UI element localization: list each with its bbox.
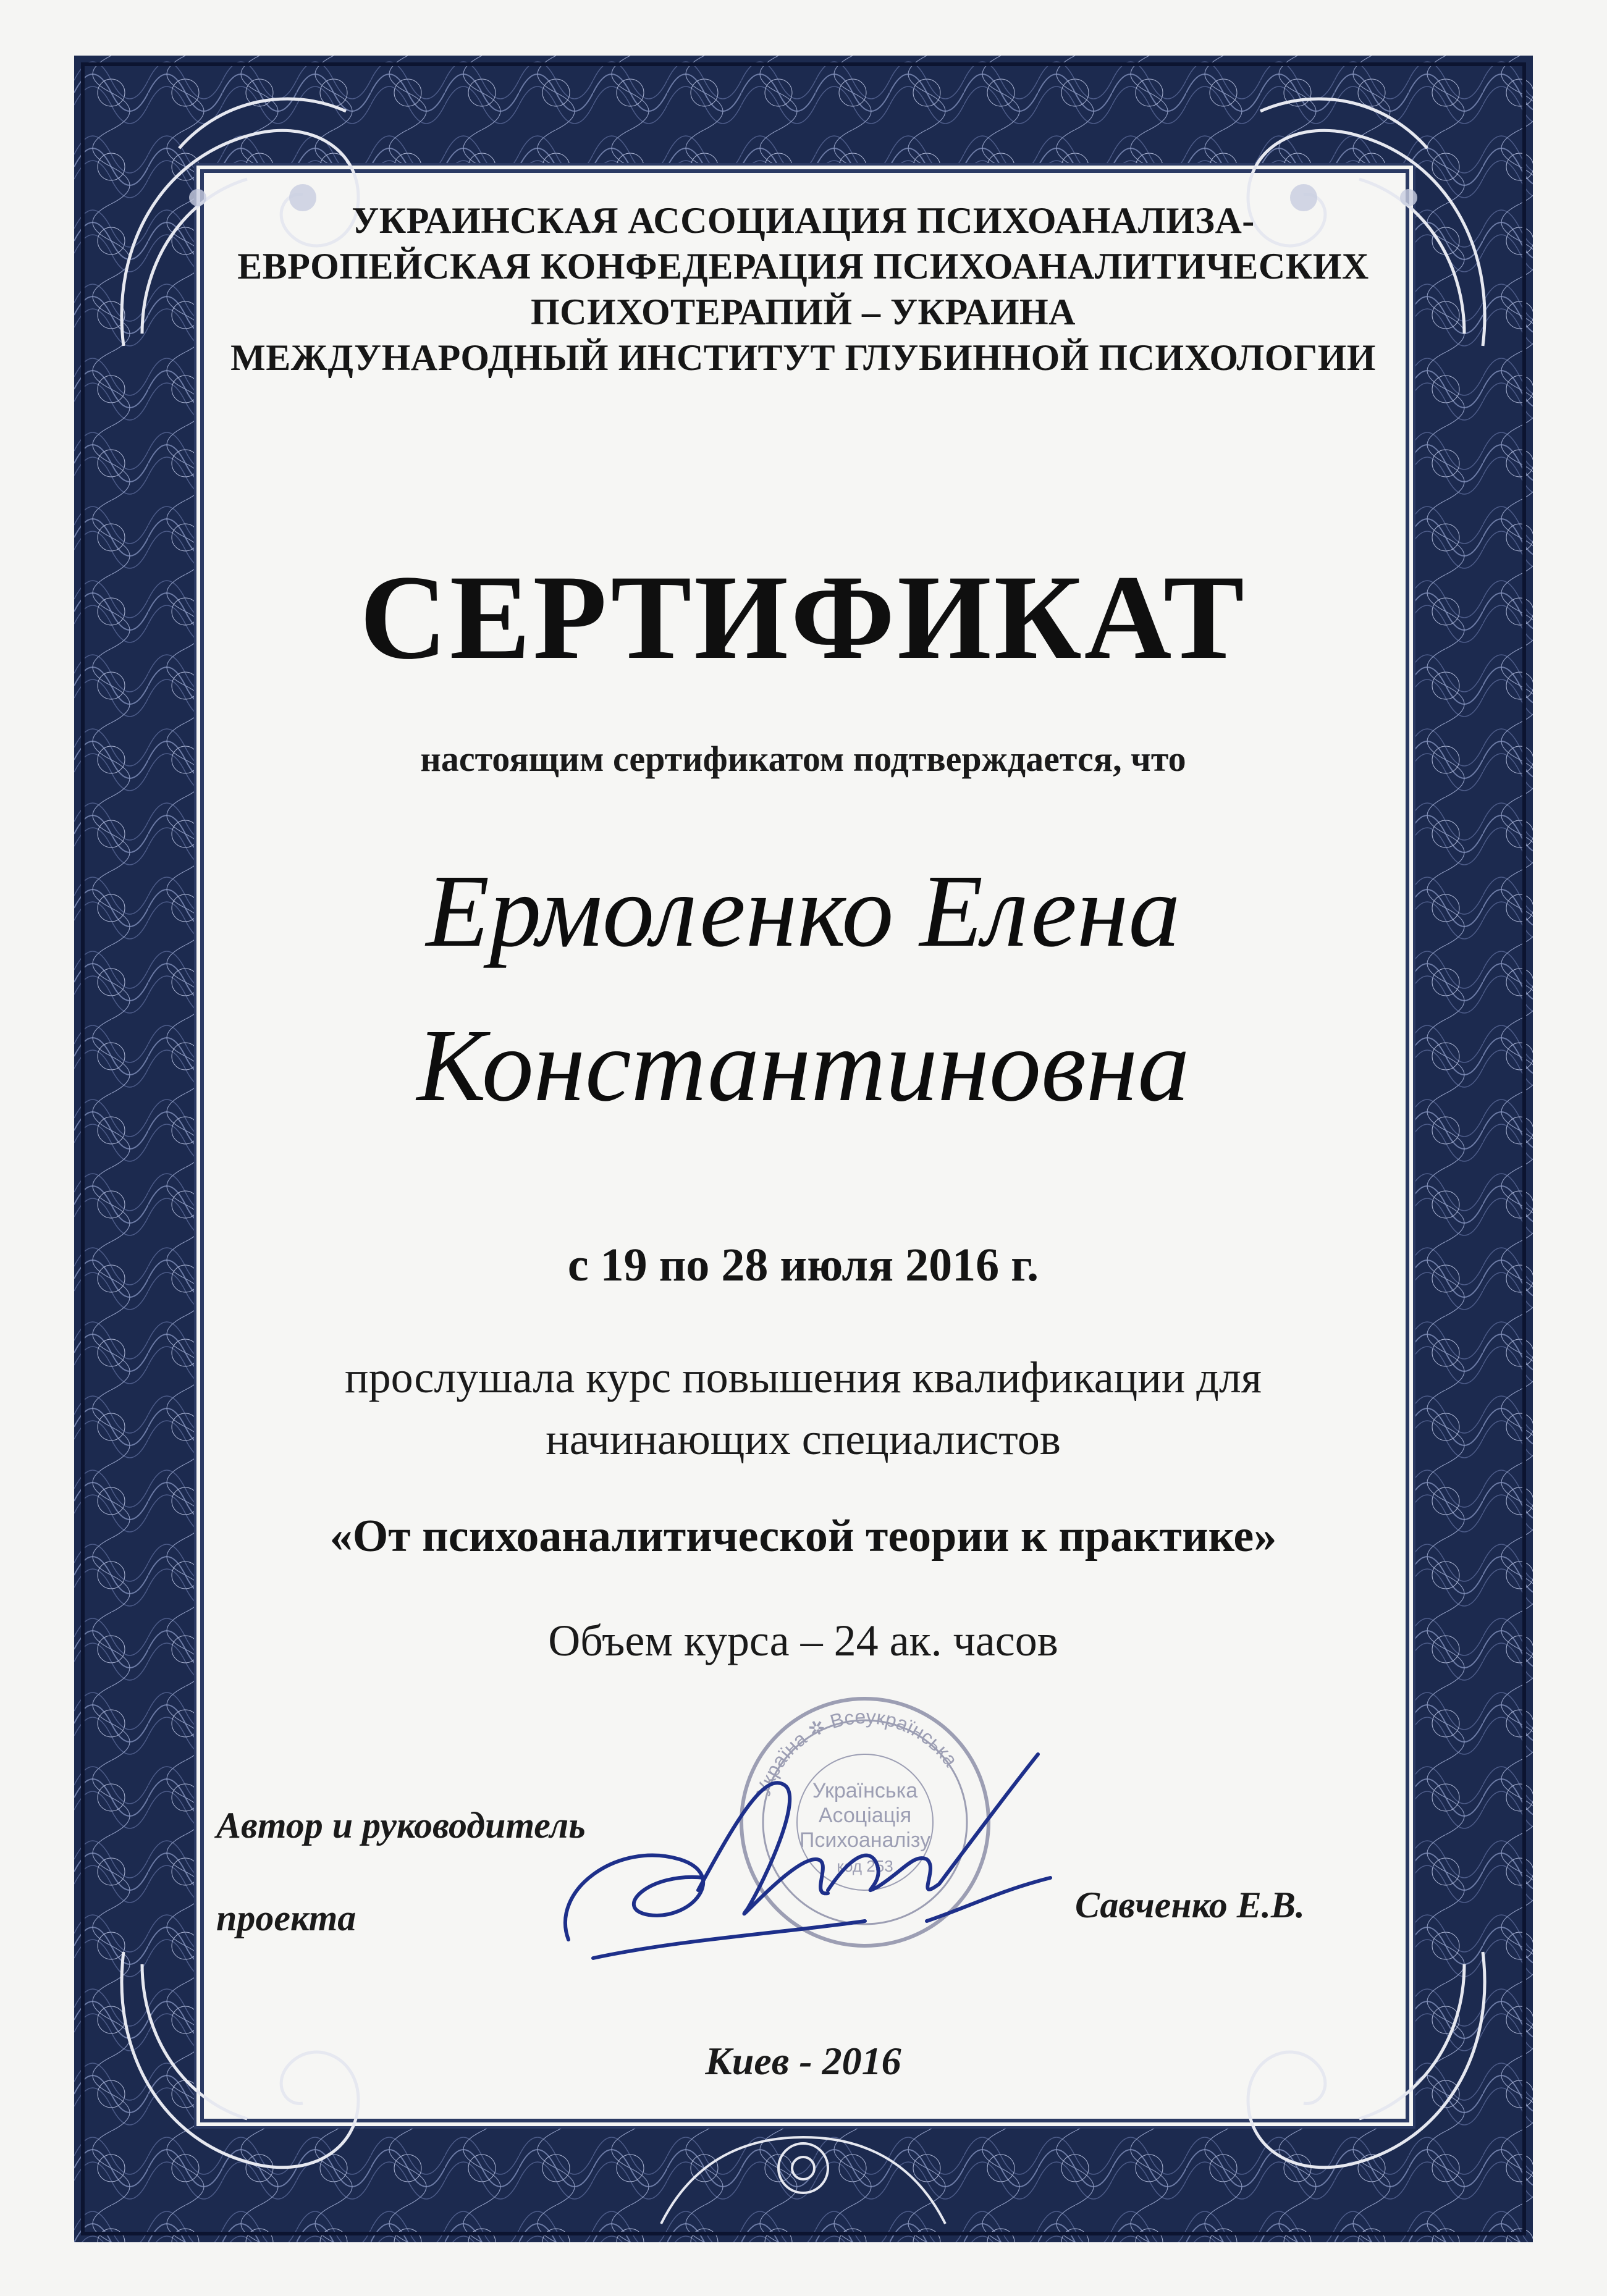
course-dates: с 19 по 28 июля 2016 г. — [567, 1239, 1039, 1291]
course-volume: Объем курса – 24 ак. часов — [548, 1616, 1058, 1665]
signatory-role — [216, 1779, 586, 1964]
course-description — [185, 1347, 1421, 1470]
course-description-line: начинающих специалистов — [546, 1415, 1061, 1464]
organization-line: МЕЖДУНАРОДНЫЙ ИНСТИТУТ ГЛУБИННОЙ ПСИХОЛОГИИ — [230, 337, 1376, 378]
signatory-role-line: Автор и руководитель — [216, 1805, 586, 1846]
organization-line: ЕВРОПЕЙСКАЯ КОНФЕДЕРАЦИЯ ПСИХОАНАЛИТИЧЕСКИХ — [237, 246, 1369, 287]
certificate-title: СЕРТИФИКАТ — [360, 550, 1247, 684]
signatory-name: Савченко Е.В. — [1075, 1885, 1305, 1925]
confirmation-text: настоящим сертификатом подтверждается, что — [420, 739, 1186, 779]
recipient-name-line: Ермоленко Елена — [426, 854, 1181, 969]
organizations-header — [185, 198, 1421, 381]
handwritten-signature — [544, 1736, 1087, 1995]
course-description-line: прослушала курс повышения квалификации для — [345, 1353, 1262, 1402]
city-and-year: Киев - 2016 — [705, 2039, 901, 2083]
recipient-name-line: Константиновна — [416, 1008, 1190, 1123]
course-name: «От психоаналитической теории к практике» — [329, 1511, 1277, 1562]
svg-text:Психоаналізу: Психоаналізу — [799, 1828, 931, 1852]
svg-text:код 253: код 253 — [837, 1857, 893, 1875]
organization-line: ПСИХОТЕРАПИЙ – УКРАИНА — [531, 292, 1076, 332]
signatory-role-line: проекта — [216, 1898, 356, 1938]
svg-text:Україна ✲ Всеукраїнська: Україна ✲ Всеукраїнська — [752, 1705, 963, 1799]
svg-text:Асоціація: Асоціація — [818, 1804, 912, 1827]
recipient-name — [185, 834, 1421, 1143]
bottom-center-ornament — [649, 2113, 958, 2236]
svg-text:Українська: Українська — [812, 1779, 918, 1802]
organization-line: УКРАИНСКАЯ АССОЦИАЦИЯ ПСИХОАНАЛИЗА- — [352, 200, 1255, 241]
